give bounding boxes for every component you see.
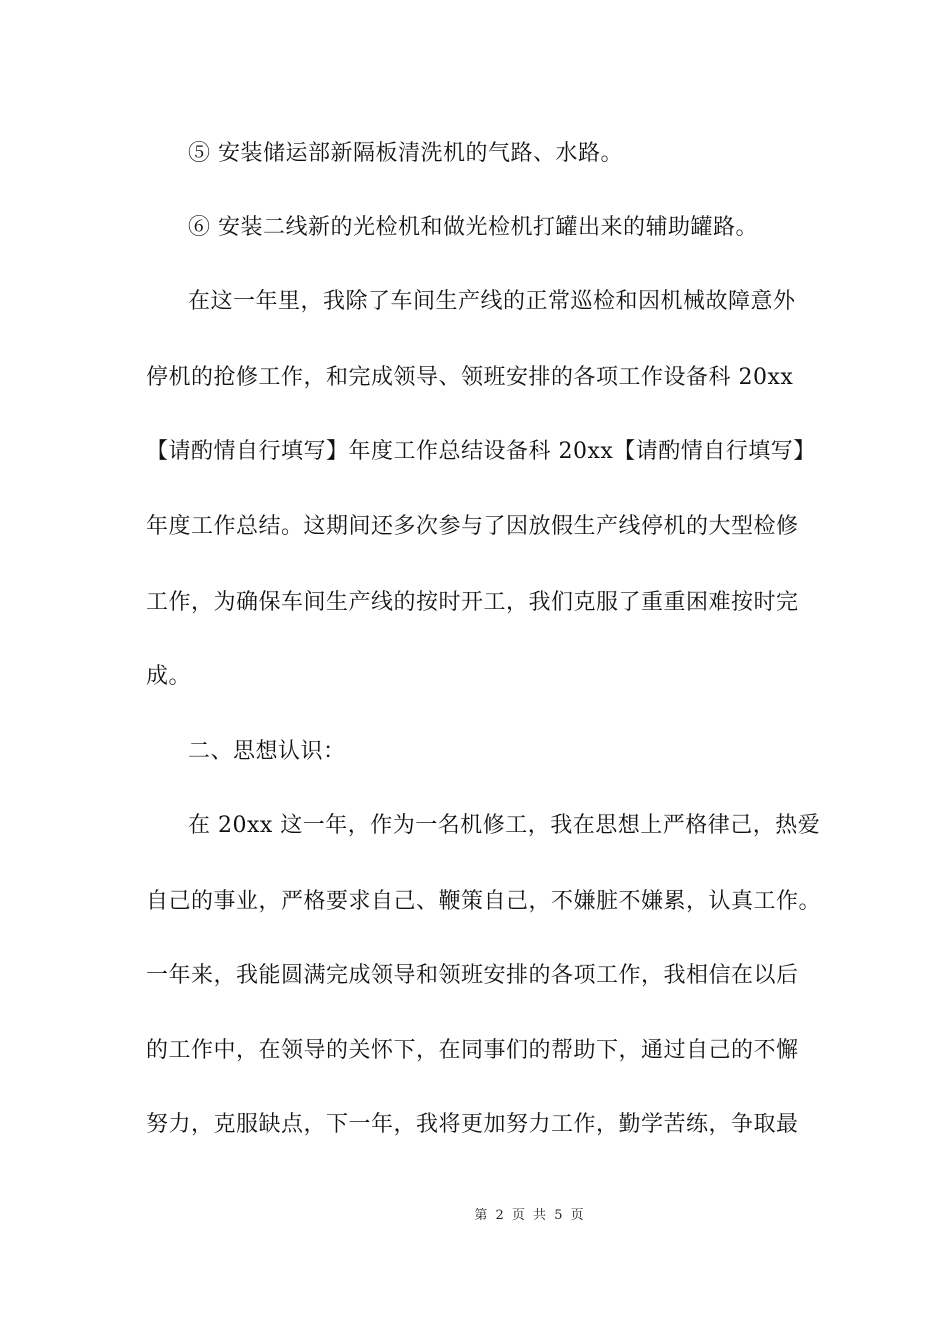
paragraph-line: 自己的事业，严格要求自己、鞭策自己，不嫌脏不嫌累，认真工作。 — [146, 889, 822, 914]
paragraph-line: 年度工作总结。这期间还多次参与了因放假生产线停机的大型检修 — [146, 514, 799, 539]
paragraph-line: 一年来，我能圆满完成领导和领班安排的各项工作，我相信在以后 — [146, 963, 799, 988]
section-heading: 二、思想认识： — [188, 739, 346, 764]
paragraph-line: 的工作中，在领导的关怀下，在同事们的帮助下，通过自己的不懈 — [146, 1038, 799, 1063]
page-number: 第 2 页 共 5 页 — [474, 1208, 586, 1223]
paragraph-line: 工作，为确保车间生产线的按时开工，我们克服了重重困难按时完 — [146, 590, 799, 615]
paragraph-line: 努力，克服缺点，下一年，我将更加努力工作，勤学苦练，争取最 — [146, 1112, 799, 1137]
list-item-6: ⑥ 安装二线新的光检机和做光检机打罐出来的辅助罐路。 — [188, 215, 758, 240]
paragraph-line: 【请酌情自行填写】年度工作总结设备科 20xx【请酌情自行填写】 — [146, 439, 816, 464]
list-item-5: ⑤ 安装储运部新隔板清洗机的气路、水路。 — [188, 141, 623, 166]
paragraph-line: 停机的抢修工作，和完成领导、领班安排的各项工作设备科 20xx — [146, 365, 794, 390]
paragraph-line: 在这一年里，我除了车间生产线的正常巡检和因机械故障意外 — [188, 289, 796, 314]
paragraph-line: 在 20xx 这一年，作为一名机修工，我在思想上严格律己，热爱 — [188, 813, 821, 838]
paragraph-line: 成。 — [146, 664, 192, 689]
